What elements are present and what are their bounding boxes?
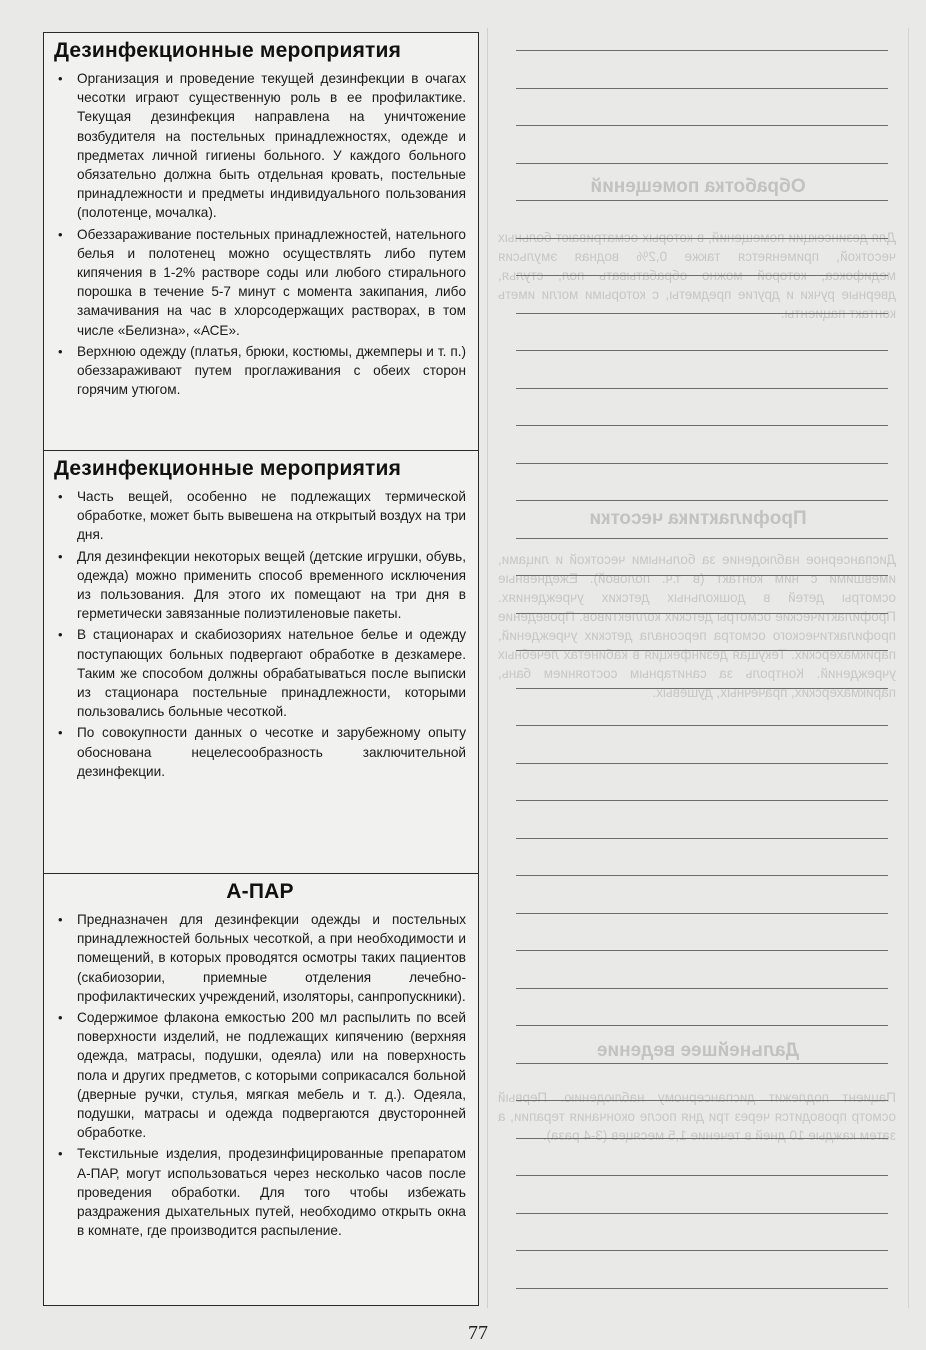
ruled-line: [516, 838, 888, 839]
ruled-line: [516, 313, 888, 314]
list-item: [54, 1008, 466, 1142]
ruled-line: [516, 538, 888, 539]
item-list: [54, 487, 466, 781]
ruled-line: [516, 500, 888, 501]
ruled-line: [516, 163, 888, 164]
item-text: Часть вещей, особенно не подлежащих термической обработке, может быть вывешена на открытый воздух на три дня.: [77, 489, 466, 543]
bleed-through-title-3: Дальнейшее ведение: [596, 1040, 800, 1061]
ruled-line: [516, 1138, 888, 1139]
list-item: [54, 723, 466, 781]
bullet-icon: •: [58, 548, 63, 564]
section-title: Дезинфекционные мероприятия: [54, 39, 402, 62]
list-item: [54, 910, 466, 1006]
item-text: Текстильные изделия, продезинфицированные препаратом А-ПАР, могут использоваться через несколько часов после проведения обработки. Для того чтобы избежать раздражения дыхательных путей, необходимо открыть окна в комнате, где производится распыление.: [77, 1146, 466, 1239]
list-item: [54, 487, 466, 545]
ruled-line: [516, 613, 888, 614]
item-text: Обеззараживание постельных принадлежностей, нательного белья и полотенец можно осуществлять либо путем кипячения в 1-2% растворе соды или любого стирального порошка в течение 5-7 минут с момента закипания, либо замачивания на час в хлорсодержащих растворах, в том числе «Белизна», «АСЕ».: [77, 226, 466, 338]
ruled-line: [516, 125, 888, 126]
section-disinfection-2: [43, 450, 479, 874]
ruled-line: [516, 988, 888, 989]
ruled-line: [516, 688, 888, 689]
ruled-line: [516, 725, 888, 726]
item-text: В стационарах и скабиозориях нательное белье и одежду поступающих больных подвергают обработке в дезкамере. Таким же способом должны обрабатываться после выписки из стационара постельные принадлежности, которыми пользовались больные чесоткой.: [77, 627, 466, 720]
list-item: [54, 547, 466, 624]
ruled-line: [516, 650, 888, 651]
ruled-line: [516, 425, 888, 426]
ruled-line: [516, 50, 888, 51]
ruled-line: [516, 238, 888, 239]
bleed-through-title-2: Профилактика чесотки: [589, 508, 807, 529]
bullet-icon: •: [58, 71, 63, 86]
bullet-icon: •: [58, 226, 63, 242]
ruled-line: [516, 88, 888, 89]
ruled-line: [516, 1100, 888, 1101]
ruled-line: [516, 875, 888, 876]
item-text: Верхнюю одежду (платья, брюки, костюмы, джемперы и т. п.) обеззараживают путем проглаживания с обеих сторон горячим утюгом.: [77, 343, 466, 398]
item-text: Организация и проведение текущей дезинфекции в очагах чесотки играют существенную роль в ее профилактике. Текущая дезинфекция направлена на уничтожение возбудителя на постельных принадлежностях, одежде и предметах личной гигиены больного. У каждого больного обязательно должна быть отдельная кровать, постельные принадлежности и предметы индивидуального пользования (полотенце, мочалка).: [77, 71, 466, 221]
bullet-icon: •: [58, 489, 63, 504]
ruled-line: [516, 950, 888, 951]
ruled-line: [516, 575, 888, 576]
bullet-icon: •: [58, 725, 63, 741]
ruled-line: [516, 800, 888, 801]
bleed-through-title-1: Обработка помещений: [590, 176, 806, 197]
bleed-through-text-2: Диспансерное наблюдение за больными чесоткой и лицами, имевшими с ним контакт (в т.ч. половой). Ежедневные осмотры детей в дошкольных детских учреждениях. Профилактические осмотры детских коллективов. Проведение профилактического осмотра персонала детских учреждений, парикмахерских. Текущая дезинфекция в кабинетах лечебных учреждений. Контроль за санитарным состоянием бань, парикмахерских, прачечных, душевых.: [498, 552, 896, 700]
ruled-line: [516, 275, 888, 276]
ruled-line: [516, 388, 888, 389]
section-title: А-ПАР: [226, 880, 294, 903]
item-text: Содержимое флакона емкостью 200 мл распылить по всей поверхности изделий, не подлежащих кипячению (верхняя одежда, матрасы, подушки, одеяла) или на поверхность пола и других предметов, с которыми соприкасался больной (дверные ручки, стулья, мягкая мебель и т. д.). Одеяла, подушки, матрасы и одежда подвергаются двусторонней обработке.: [77, 1010, 466, 1141]
item-list: [54, 69, 466, 399]
section-title: Дезинфекционные мероприятия: [54, 457, 402, 480]
ruled-line: [516, 1025, 888, 1026]
bullet-icon: •: [58, 1010, 63, 1026]
section-disinfection-1: [43, 32, 479, 451]
ruled-line: [516, 1063, 888, 1064]
ruled-line: [516, 350, 888, 351]
item-list: [54, 910, 466, 1240]
page-number: 77: [468, 1322, 488, 1344]
item-text: По совокупности данных о чесотке и зарубежному опыту обоснована нецелесообразность заключительной дезинфекции.: [77, 725, 466, 779]
item-text: Предназначен для дезинфекции одежды и постельных принадлежностей больных чесоткой, а при необходимости и помещений, в которых проводятся осмотры таких пациентов (скабиозории, приемные отделения лечебно-профилактических учреждений, изоляторы, санпропускники).: [77, 912, 466, 1004]
list-item: [54, 1144, 466, 1240]
ruled-line: [516, 200, 888, 201]
bleed-through-text-1: Для дезинсекции помещений, в которых осматривают больных чесоткой, применяется также 0,2% водная эмульсия медифокса, которой можно обрабатывать пол, стулья, дверные ручки и другие предметы, с которыми могли иметь контакт пациенты.: [498, 230, 896, 321]
list-item: [54, 625, 466, 721]
ruled-line: [516, 913, 888, 914]
item-text: Для дезинфекции некоторых вещей (детские игрушки, обувь, одежда) можно применить способ временного исключения из пользования. Для этого их помещают на три дня в герметически завязанные полиэтиленовые пакеты.: [77, 548, 466, 622]
ruled-line: [516, 1288, 888, 1289]
notes-column: [487, 28, 909, 1308]
ruled-line: [516, 1250, 888, 1251]
ruled-line: [516, 463, 888, 464]
bullet-icon: •: [58, 912, 63, 927]
ruled-line: [516, 763, 888, 764]
list-item: [54, 342, 466, 400]
bullet-icon: •: [58, 1146, 63, 1162]
list-item: [54, 225, 466, 340]
ruled-line: [516, 1213, 888, 1214]
bullet-icon: •: [58, 343, 63, 359]
bleed-through-text-3: Пациент подлежит диспансерному наблюдению. Первый осмотр проводится через три дня после окончания терапии, а затем каждые 10 дней в течение 1,5 месяцев (3-4 раза).: [498, 1090, 896, 1143]
bullet-icon: •: [58, 627, 63, 643]
section-a-par: [43, 873, 479, 1306]
list-item: [54, 69, 466, 223]
ruled-line: [516, 1175, 888, 1176]
